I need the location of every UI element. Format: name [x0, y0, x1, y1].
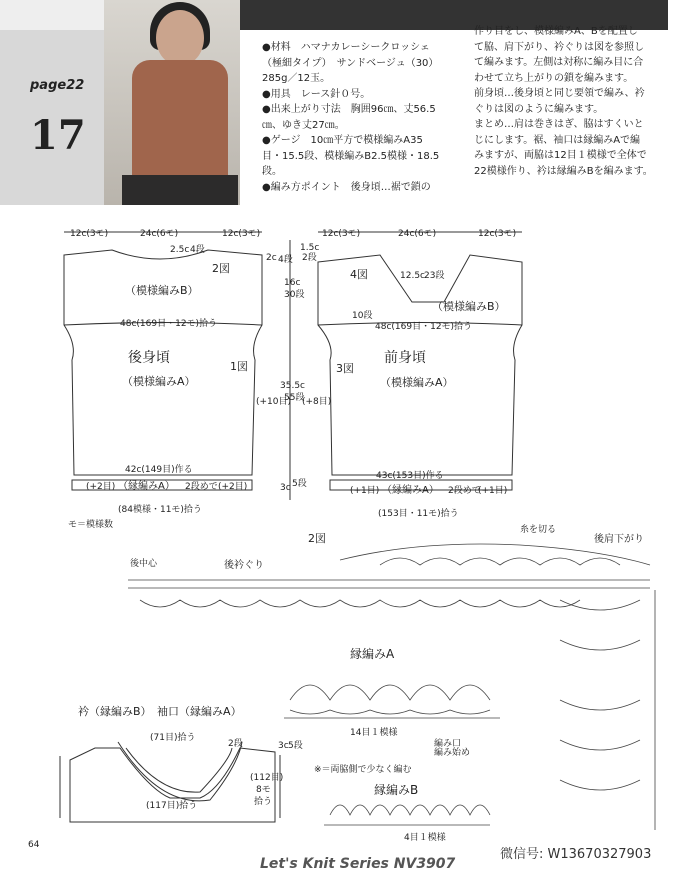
- collar-bottom: (117目)拾う: [146, 801, 198, 811]
- mid-shoulder-rows: 2段: [302, 253, 317, 263]
- page-tag: page22: [30, 78, 85, 93]
- back-top-left-label: 12c(3モ): [70, 229, 109, 239]
- edging-b-chart: [324, 805, 490, 825]
- instruction-line: 作り目をし、模様編みA、Bを配置し: [474, 26, 638, 37]
- front-title: 前身頃: [384, 350, 426, 366]
- back-pattern-a: （模様編みA）: [122, 375, 196, 388]
- mid-lower-rows: 55段: [284, 393, 305, 403]
- back-fig1-label: 1図: [230, 360, 248, 373]
- instruction-line: 目・15.5段、模様編みB2.5模様・18.5: [262, 150, 440, 162]
- front-hem-label: 43c(153目)作る: [376, 471, 444, 481]
- back-pickup-label: (84模様・11モ)拾う: [118, 505, 202, 515]
- back-edge-mid: 2段めで: [185, 482, 218, 492]
- instruction-line: 前身頃…後身頃と同じ要領で編み、衿: [474, 88, 645, 99]
- mid-top-rows: 4段: [278, 255, 293, 265]
- edging-a-repeat: 14目１模様: [350, 728, 398, 738]
- front-pattern-a: （模様編みA）: [380, 376, 454, 389]
- mid-hem: 3c: [280, 483, 291, 493]
- back-neck-label: 後衿ぐり: [224, 560, 264, 571]
- mid-hem-rows: 5段: [292, 479, 307, 489]
- mid-shoulder: 1.5c: [300, 243, 320, 253]
- edging-note: ※＝両脇側で少なく編む: [314, 765, 412, 775]
- instruction-line: みますが、両脇は12目１模様で全体で: [474, 150, 647, 161]
- instruction-line: 285g／12玉。: [262, 73, 331, 84]
- wechat-watermark: 微信号: W13670327903: [500, 847, 652, 862]
- instruction-line: ぐりは図のように編みます。: [474, 103, 604, 115]
- instruction-line: 22模様作り、衿は縁編みBを編みます。: [474, 165, 653, 177]
- edging-a-pickup: 編み口: [434, 739, 462, 749]
- instruction-line: て脇、肩下がり、衿ぐりは図を参照し: [474, 41, 644, 53]
- pattern-number: 17: [30, 112, 86, 159]
- page-number: 64: [28, 840, 40, 850]
- front-edge-right: (+1目): [478, 486, 508, 496]
- instruction-line: まとめ…肩は巻きはぎ、脇はすくいと: [474, 119, 644, 130]
- back-neck-rows: 4段: [190, 245, 205, 255]
- instruction-line: わせて立ち上がりの鎖を編みます。: [474, 72, 634, 84]
- mid-upper-rows: 30段: [284, 290, 305, 300]
- front-pattern-b: （模様編みB）: [432, 300, 506, 313]
- cuff-rows: 5段: [288, 741, 303, 751]
- back-side-right: (+8目): [302, 397, 332, 407]
- instruction-line: 段。: [262, 166, 282, 177]
- back-edge-right: (+2目): [218, 482, 248, 492]
- collar-top: (71目)拾う: [150, 733, 196, 743]
- instruction-line: （極細タイプ） サンドベージュ（30）: [262, 57, 439, 69]
- front-edge-mid: 2段めで: [448, 486, 481, 496]
- instruction-line: ●編み方ポイント 後身頃…裾で鎖の: [262, 181, 431, 193]
- front-neck-c: 12.5c: [400, 271, 425, 281]
- collar-title: 衿（縁編みB） 袖口（縁編みA）: [78, 705, 242, 718]
- collar-rows: 2段: [228, 739, 243, 749]
- back-hem-label: 42c(149目)作る: [125, 465, 193, 475]
- fig2-title: 2図: [308, 532, 326, 545]
- edging-a-chart: [284, 685, 500, 718]
- front-neck-rows: 23段: [424, 271, 445, 281]
- edging-a-title: 縁編みA: [350, 647, 395, 661]
- instruction-line: じにします。裾、袖口は縁編みAで編: [474, 134, 641, 146]
- front-fig4-label: 4図: [350, 268, 368, 281]
- instruction-line: ●用具 レース針０号。: [262, 88, 371, 100]
- cuff-count: (112目): [250, 773, 284, 783]
- front-edge-left: (+1目): [350, 486, 380, 496]
- instruction-line: ●材料 ハマナカレーシークロッシェ: [262, 42, 430, 53]
- cuff-mod: 8モ: [256, 785, 271, 795]
- cuff-c: 3c: [278, 741, 289, 751]
- instruction-line: ㎝、ゆき丈27㎝。: [262, 119, 345, 131]
- front-rows10: 10段: [352, 311, 373, 321]
- mid-lower: 35.5c: [280, 381, 305, 391]
- back-center-label: 後中心: [130, 559, 158, 569]
- instruction-line: て編みます。左側は対称に編み目に合: [474, 57, 644, 68]
- instruction-line: ●ゲージ 10㎝平方で模様編みA35: [262, 135, 423, 146]
- instruction-line: ●出来上がり寸法 胸囲96㎝、丈56.5: [262, 104, 436, 115]
- front-top-left-label: 12c(3モ): [322, 229, 361, 239]
- front-top-right-label: 12c(3モ): [478, 229, 517, 239]
- cut-yarn-label: 糸を切る: [520, 525, 557, 535]
- back-neck-depth: 2.5c: [170, 245, 190, 255]
- front-top-mid-label: 24c(6モ): [398, 229, 437, 239]
- back-title: 後身頃: [128, 350, 170, 366]
- front-pickup-label: (153目・11モ)拾う: [378, 509, 459, 519]
- shoulder-drop-label: 後肩下がり: [594, 534, 644, 545]
- mid-top: 2c: [266, 253, 277, 263]
- legend-note: モ＝模様数: [68, 520, 114, 530]
- front-fig3-label: 3図: [336, 362, 354, 375]
- edging-a-start: 編み始め: [434, 748, 471, 758]
- back-top-right-label: 12c(3モ): [222, 229, 261, 239]
- cuff-pick: 拾う: [254, 797, 273, 807]
- back-pattern-b: （模様編みB）: [125, 284, 199, 297]
- back-edge-left: (+2目): [86, 482, 116, 492]
- edging-b-repeat: 4目１模様: [404, 833, 446, 843]
- series-title: Let's Knit Series NV3907: [260, 856, 456, 872]
- back-top-mid-label: 24c(6モ): [140, 229, 179, 239]
- edging-b-title: 縁編みB: [374, 783, 419, 797]
- front-bust-label: 48c(169目・12モ)拾う: [375, 322, 473, 332]
- mid-upper: 16c: [284, 278, 301, 288]
- back-side-left: (+10目): [256, 397, 292, 407]
- back-fig2-label: 2図: [212, 262, 230, 275]
- front-edging-label: （縁編みA）: [382, 485, 439, 496]
- back-bust-label: 48c(169目・12モ)拾う: [120, 319, 218, 329]
- back-edging-label: （縁編みA）: [118, 481, 175, 492]
